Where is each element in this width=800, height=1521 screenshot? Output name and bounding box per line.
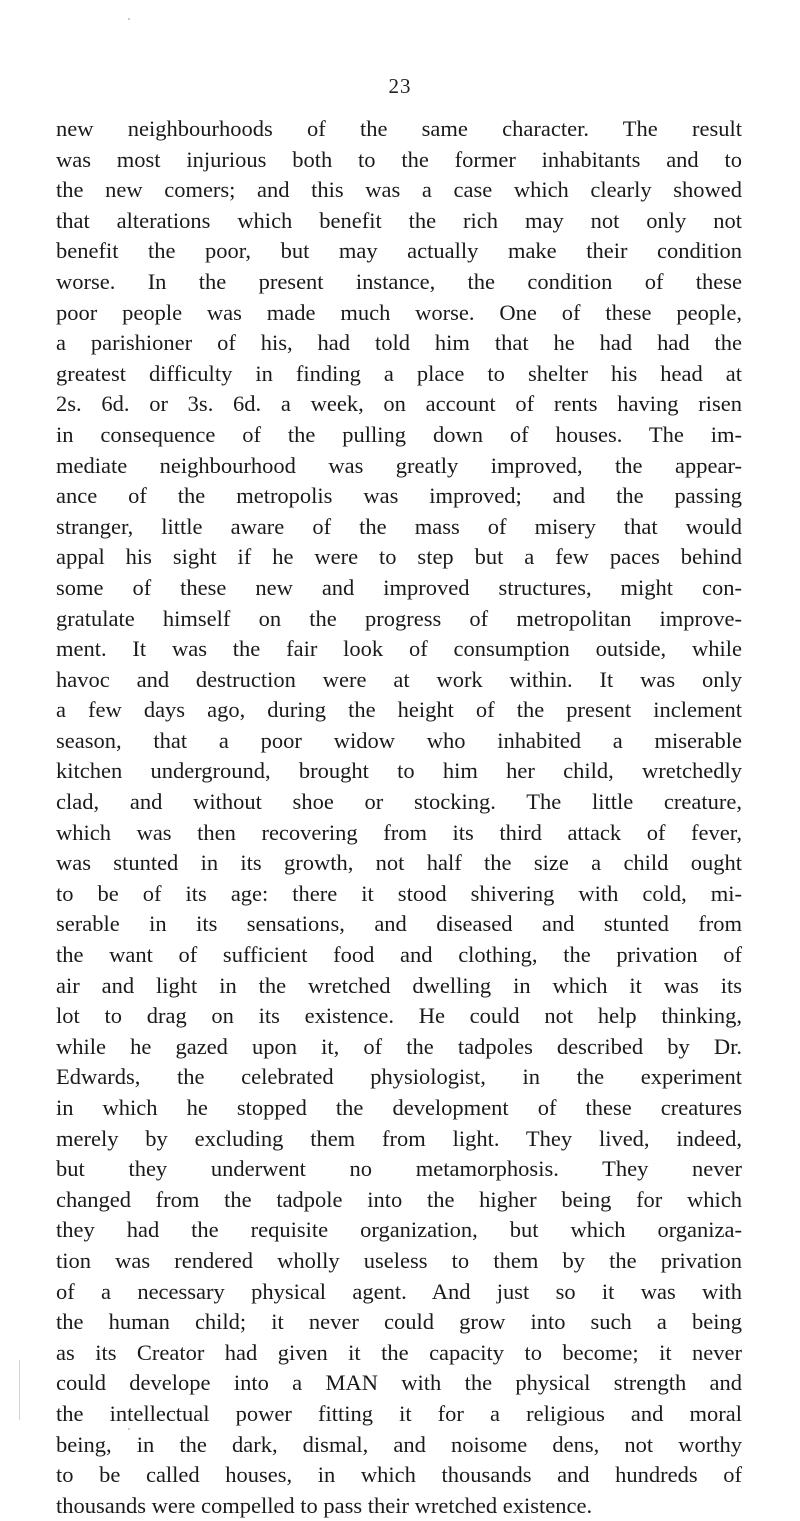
text-line: mediate neighbourhood was greatly improved, the appear- bbox=[56, 452, 742, 478]
text-line: havoc and destruction were at work within. It was only bbox=[56, 666, 742, 692]
text-line: to be of its age: there it stood shivering with cold, mi- bbox=[56, 880, 742, 906]
text-line: the want of sufficient food and clothing, the privation of bbox=[56, 942, 742, 968]
text-line: poor people was made much worse. One of these people, bbox=[56, 299, 742, 325]
text-line: a parishioner of his, had told him that he had had the bbox=[56, 330, 742, 356]
text-line: lot to drag on its existence. He could not help thinking, bbox=[56, 1003, 742, 1029]
text-line: of a necessary physical agent. And just so it was with bbox=[56, 1278, 742, 1304]
margin-scan-mark bbox=[19, 1360, 20, 1420]
text-line: in which he stopped the development of these creatures bbox=[56, 1095, 742, 1120]
text-line: some of these new and improved structures, might con- bbox=[56, 574, 742, 600]
text-line: Edwards, the celebrated physiologist, in the experiment bbox=[56, 1064, 742, 1090]
body-text bbox=[56, 114, 742, 1521]
text-line: 2s. 6d. or 3s. 6d. a week, on account of rents having risen bbox=[56, 391, 742, 417]
page-number: 23 bbox=[388, 74, 412, 98]
text-line: a few days ago, during the height of the present inclement bbox=[56, 697, 742, 723]
text-line: ance of the metropolis was improved; and the passing bbox=[56, 483, 742, 509]
text-line: greatest difficulty in finding a place to shelter his head at bbox=[56, 360, 742, 386]
text-line: ment. It was the fair look of consumption outside, while bbox=[56, 636, 742, 662]
text-line: thousands were compelled to pass their wretched existence. bbox=[56, 1492, 593, 1518]
text-line: tion was rendered wholly useless to them by the privation bbox=[56, 1247, 742, 1273]
text-line: the intellectual power fitting it for a religious and moral bbox=[56, 1400, 742, 1426]
text-line: the human child; it never could grow into such a being bbox=[56, 1309, 742, 1335]
text-line: but they underwent no metamorphosis. They never bbox=[56, 1156, 742, 1182]
text-line: as its Creator had given it the capacity to become; it never bbox=[56, 1339, 742, 1365]
text-line: being, in the dark, dismal, and noisome dens, not worthy bbox=[56, 1431, 742, 1457]
text-line: they had the requisite organization, but which organiza- bbox=[56, 1217, 742, 1243]
text-line: kitchen underground, brought to him her child, wretchedly bbox=[56, 758, 742, 784]
text-line: changed from the tadpole into the higher being for which bbox=[56, 1186, 742, 1212]
text-line: new neighbourhoods of the same character. The result bbox=[56, 116, 742, 141]
text-line: worse. In the present instance, the condition of these bbox=[56, 268, 742, 294]
text-line: benefit the poor, but may actually make their condition bbox=[56, 238, 742, 264]
text-line: gratulate himself on the progress of metropolitan improve- bbox=[56, 605, 742, 631]
text-line: season, that a poor widow who inhabited a miserable bbox=[56, 727, 742, 753]
text-line: that alterations which benefit the rich may not only not bbox=[56, 207, 742, 233]
text-line: clad, and without shoe or stocking. The little creature, bbox=[56, 789, 742, 815]
paper-speck bbox=[128, 1428, 130, 1430]
text-line: merely by excluding them from light. They lived, indeed, bbox=[56, 1125, 742, 1151]
text-line: appal his sight if he were to step but a few paces behind bbox=[56, 544, 742, 570]
text-line: which was then recovering from its third attack of fever, bbox=[56, 819, 742, 845]
text-line: was stunted in its growth, not half the size a child ought bbox=[56, 850, 742, 876]
text-line: to be called houses, in which thousands and hundreds of bbox=[56, 1462, 742, 1488]
paper-speck bbox=[128, 18, 130, 20]
text-line: serable in its sensations, and diseased and stunted from bbox=[56, 911, 742, 937]
text-line: could develope into a MAN with the physical strength and bbox=[56, 1370, 742, 1396]
text-line: the new comers; and this was a case which clearly showed bbox=[56, 177, 742, 203]
text-line: stranger, little aware of the mass of misery that would bbox=[56, 513, 742, 539]
text-line: in consequence of the pulling down of houses. The im- bbox=[56, 421, 742, 447]
text-line: air and light in the wretched dwelling in which it was its bbox=[56, 972, 742, 998]
text-line: was most injurious both to the former inhabitants and to bbox=[56, 146, 742, 172]
text-line: while he gazed upon it, of the tadpoles described by Dr. bbox=[56, 1033, 742, 1059]
